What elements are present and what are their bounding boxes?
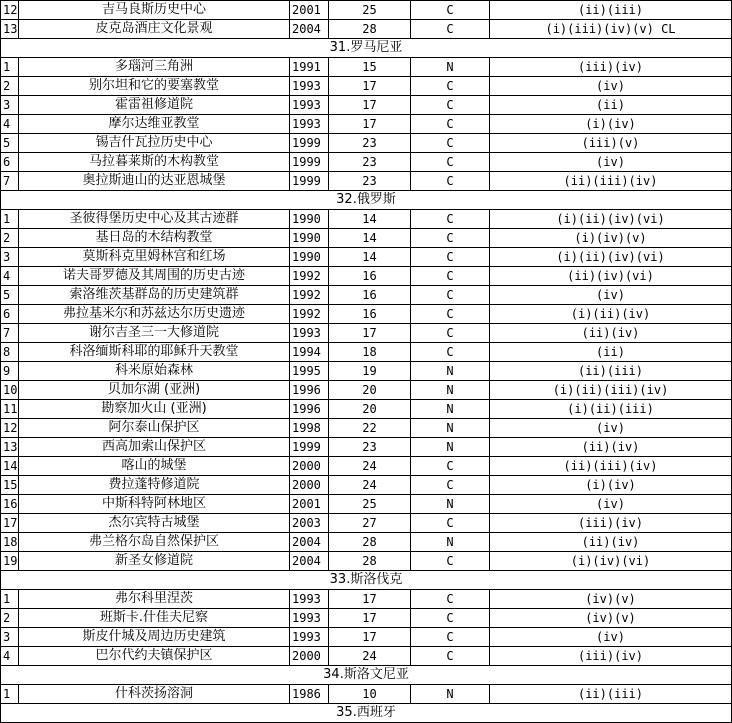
table-row xyxy=(1,115,732,134)
site-name-cell: 什科茨扬溶洞 xyxy=(19,685,290,704)
site-name-cell: 圣彼得堡历史中心及其古迹群 xyxy=(19,210,290,229)
country-heading-row xyxy=(1,666,732,685)
table-row xyxy=(1,514,732,533)
table-row xyxy=(1,229,732,248)
site-name-cell: 马拉暮莱斯的木构教堂 xyxy=(19,153,290,172)
site-type-cell: C xyxy=(411,134,490,153)
row-number-cell: 18 xyxy=(1,533,19,552)
criteria-cell: (i)(ii)(iii)(iv) xyxy=(490,381,732,400)
criteria-cell: (i)(ii)(iv)(vi) xyxy=(490,210,732,229)
table-row xyxy=(1,248,732,267)
site-type-cell: C xyxy=(411,210,490,229)
table-row xyxy=(1,419,732,438)
inscription-year-cell: 1993 xyxy=(290,96,329,115)
inscription-year-cell: 1991 xyxy=(290,58,329,77)
session-number-cell: 15 xyxy=(329,58,411,77)
criteria-cell: (ii) xyxy=(490,343,732,362)
table-row xyxy=(1,153,732,172)
site-type-cell: C xyxy=(411,324,490,343)
row-number-cell: 6 xyxy=(1,153,19,172)
heritage-table-body xyxy=(1,1,732,723)
table-row xyxy=(1,172,732,191)
inscription-year-cell: 1994 xyxy=(290,343,329,362)
table-row xyxy=(1,533,732,552)
criteria-cell: (iv) xyxy=(490,628,732,647)
criteria-cell: (i)(iv) xyxy=(490,476,732,495)
site-type-cell: C xyxy=(411,229,490,248)
session-number-cell: 20 xyxy=(329,400,411,419)
table-row xyxy=(1,267,732,286)
inscription-year-cell: 1993 xyxy=(290,590,329,609)
criteria-cell: (i)(iv) xyxy=(490,115,732,134)
inscription-year-cell: 2001 xyxy=(290,495,329,514)
inscription-year-cell: 1986 xyxy=(290,685,329,704)
site-type-cell: C xyxy=(411,267,490,286)
row-number-cell: 1 xyxy=(1,58,19,77)
row-number-cell: 12 xyxy=(1,419,19,438)
row-number-cell: 16 xyxy=(1,495,19,514)
site-type-cell: C xyxy=(411,305,490,324)
session-number-cell: 28 xyxy=(329,533,411,552)
site-name-cell: 弗拉基米尔和苏兹达尔历史遗迹 xyxy=(19,305,290,324)
site-type-cell: C xyxy=(411,77,490,96)
session-number-cell: 28 xyxy=(329,20,411,39)
table-row xyxy=(1,609,732,628)
site-name-cell: 索洛维茨基群岛的历史建筑群 xyxy=(19,286,290,305)
country-heading: 32.俄罗斯 xyxy=(1,191,732,210)
table-row xyxy=(1,324,732,343)
site-type-cell: C xyxy=(411,647,490,666)
table-row xyxy=(1,362,732,381)
site-name-cell: 阿尔泰山保护区 xyxy=(19,419,290,438)
country-heading-row xyxy=(1,571,732,590)
session-number-cell: 23 xyxy=(329,153,411,172)
country-heading-row xyxy=(1,191,732,210)
table-row xyxy=(1,381,732,400)
row-number-cell: 6 xyxy=(1,305,19,324)
session-number-cell: 14 xyxy=(329,229,411,248)
criteria-cell: (ii)(iv) xyxy=(490,438,732,457)
site-name-cell: 莫斯科克里姆林宫和红场 xyxy=(19,248,290,267)
row-number-cell: 11 xyxy=(1,400,19,419)
row-number-cell: 10 xyxy=(1,381,19,400)
session-number-cell: 16 xyxy=(329,305,411,324)
site-name-cell: 基日岛的木结构教堂 xyxy=(19,229,290,248)
table-row xyxy=(1,495,732,514)
site-type-cell: N xyxy=(411,685,490,704)
criteria-cell: (i)(iv)(vi) xyxy=(490,552,732,571)
row-number-cell: 4 xyxy=(1,115,19,134)
row-number-cell: 7 xyxy=(1,172,19,191)
row-number-cell: 13 xyxy=(1,20,19,39)
site-type-cell: C xyxy=(411,96,490,115)
row-number-cell: 3 xyxy=(1,96,19,115)
site-type-cell: N xyxy=(411,58,490,77)
session-number-cell: 17 xyxy=(329,96,411,115)
country-heading-row xyxy=(1,39,732,58)
table-row xyxy=(1,134,732,153)
inscription-year-cell: 2003 xyxy=(290,514,329,533)
session-number-cell: 14 xyxy=(329,210,411,229)
site-type-cell: C xyxy=(411,343,490,362)
row-number-cell: 3 xyxy=(1,628,19,647)
table-row xyxy=(1,400,732,419)
criteria-cell: (ii)(iv) xyxy=(490,533,732,552)
table-row xyxy=(1,590,732,609)
site-type-cell: C xyxy=(411,609,490,628)
session-number-cell: 22 xyxy=(329,419,411,438)
session-number-cell: 17 xyxy=(329,590,411,609)
criteria-cell: (ii)(iii)(iv) xyxy=(490,457,732,476)
site-name-cell: 多瑙河三角洲 xyxy=(19,58,290,77)
criteria-cell: (iv)(v) xyxy=(490,609,732,628)
table-row xyxy=(1,77,732,96)
table-row xyxy=(1,438,732,457)
criteria-cell: (i)(ii)(iii) xyxy=(490,400,732,419)
session-number-cell: 19 xyxy=(329,362,411,381)
site-type-cell: C xyxy=(411,628,490,647)
country-heading: 34.斯洛文尼亚 xyxy=(1,666,732,685)
site-name-cell: 谢尔吉圣三一大修道院 xyxy=(19,324,290,343)
criteria-cell: (iv) xyxy=(490,419,732,438)
inscription-year-cell: 1990 xyxy=(290,210,329,229)
inscription-year-cell: 2000 xyxy=(290,457,329,476)
criteria-cell: (ii)(iii) xyxy=(490,685,732,704)
site-name-cell: 弗兰格尔岛自然保护区 xyxy=(19,533,290,552)
table-row xyxy=(1,1,732,20)
site-name-cell: 费拉蓬特修道院 xyxy=(19,476,290,495)
site-name-cell: 科洛缅斯科耶的耶稣升天教堂 xyxy=(19,343,290,362)
site-name-cell: 勘察加火山 (亚洲) xyxy=(19,400,290,419)
session-number-cell: 18 xyxy=(329,343,411,362)
session-number-cell: 16 xyxy=(329,286,411,305)
site-name-cell: 巴尔代约夫镇保护区 xyxy=(19,647,290,666)
row-number-cell: 2 xyxy=(1,229,19,248)
criteria-cell: (iv) xyxy=(490,77,732,96)
row-number-cell: 7 xyxy=(1,324,19,343)
table-row xyxy=(1,476,732,495)
inscription-year-cell: 1993 xyxy=(290,115,329,134)
criteria-cell: (ii)(iii)(iv) xyxy=(490,172,732,191)
inscription-year-cell: 1996 xyxy=(290,400,329,419)
row-number-cell: 1 xyxy=(1,685,19,704)
session-number-cell: 14 xyxy=(329,248,411,267)
criteria-cell: (ii)(iv) xyxy=(490,324,732,343)
country-heading-row xyxy=(1,704,732,723)
inscription-year-cell: 2004 xyxy=(290,533,329,552)
site-type-cell: C xyxy=(411,153,490,172)
inscription-year-cell: 1995 xyxy=(290,362,329,381)
site-name-cell: 别尔坦和它的要塞教堂 xyxy=(19,77,290,96)
inscription-year-cell: 2004 xyxy=(290,20,329,39)
row-number-cell: 1 xyxy=(1,590,19,609)
session-number-cell: 23 xyxy=(329,172,411,191)
site-name-cell: 杰尔宾特古城堡 xyxy=(19,514,290,533)
site-type-cell: N xyxy=(411,381,490,400)
inscription-year-cell: 1996 xyxy=(290,381,329,400)
criteria-cell: (iv) xyxy=(490,495,732,514)
site-type-cell: N xyxy=(411,495,490,514)
session-number-cell: 25 xyxy=(329,495,411,514)
site-name-cell: 班斯卡.什佳夫尼察 xyxy=(19,609,290,628)
site-type-cell: C xyxy=(411,20,490,39)
row-number-cell: 2 xyxy=(1,77,19,96)
inscription-year-cell: 1998 xyxy=(290,419,329,438)
site-name-cell: 新圣女修道院 xyxy=(19,552,290,571)
row-number-cell: 14 xyxy=(1,457,19,476)
criteria-cell: (ii)(iv)(vi) xyxy=(490,267,732,286)
session-number-cell: 27 xyxy=(329,514,411,533)
session-number-cell: 24 xyxy=(329,457,411,476)
row-number-cell: 5 xyxy=(1,286,19,305)
session-number-cell: 17 xyxy=(329,609,411,628)
country-heading: 33.斯洛伐克 xyxy=(1,571,732,590)
row-number-cell: 19 xyxy=(1,552,19,571)
site-type-cell: N xyxy=(411,400,490,419)
site-name-cell: 霍雷祖修道院 xyxy=(19,96,290,115)
site-type-cell: C xyxy=(411,457,490,476)
row-number-cell: 12 xyxy=(1,1,19,20)
table-row xyxy=(1,20,732,39)
table-row xyxy=(1,343,732,362)
session-number-cell: 23 xyxy=(329,438,411,457)
table-row xyxy=(1,286,732,305)
table-row xyxy=(1,305,732,324)
site-type-cell: C xyxy=(411,1,490,20)
table-row xyxy=(1,457,732,476)
inscription-year-cell: 1999 xyxy=(290,134,329,153)
inscription-year-cell: 1993 xyxy=(290,628,329,647)
site-name-cell: 皮克岛酒庄文化景观 xyxy=(19,20,290,39)
site-type-cell: C xyxy=(411,286,490,305)
criteria-cell: (i)(iii)(iv)(v) CL xyxy=(490,20,732,39)
criteria-cell: (iii)(iv) xyxy=(490,514,732,533)
inscription-year-cell: 1990 xyxy=(290,248,329,267)
site-name-cell: 喀山的城堡 xyxy=(19,457,290,476)
row-number-cell: 13 xyxy=(1,438,19,457)
site-name-cell: 诺夫哥罗德及其周围的历史古迹 xyxy=(19,267,290,286)
row-number-cell: 3 xyxy=(1,248,19,267)
site-type-cell: C xyxy=(411,590,490,609)
inscription-year-cell: 1992 xyxy=(290,267,329,286)
row-number-cell: 4 xyxy=(1,267,19,286)
inscription-year-cell: 1992 xyxy=(290,286,329,305)
inscription-year-cell: 2000 xyxy=(290,647,329,666)
session-number-cell: 28 xyxy=(329,552,411,571)
session-number-cell: 17 xyxy=(329,77,411,96)
row-number-cell: 2 xyxy=(1,609,19,628)
row-number-cell: 17 xyxy=(1,514,19,533)
criteria-cell: (ii)(iii) xyxy=(490,362,732,381)
row-number-cell: 9 xyxy=(1,362,19,381)
site-type-cell: C xyxy=(411,552,490,571)
inscription-year-cell: 1999 xyxy=(290,172,329,191)
session-number-cell: 17 xyxy=(329,324,411,343)
table-row xyxy=(1,647,732,666)
criteria-cell: (i)(ii)(iv)(vi) xyxy=(490,248,732,267)
site-type-cell: N xyxy=(411,362,490,381)
criteria-cell: (i)(iv)(v) xyxy=(490,229,732,248)
site-type-cell: N xyxy=(411,438,490,457)
table-row xyxy=(1,96,732,115)
session-number-cell: 17 xyxy=(329,628,411,647)
row-number-cell: 5 xyxy=(1,134,19,153)
site-type-cell: N xyxy=(411,419,490,438)
row-number-cell: 8 xyxy=(1,343,19,362)
table-row xyxy=(1,685,732,704)
country-heading: 35.西班牙 xyxy=(1,704,732,723)
inscription-year-cell: 2004 xyxy=(290,552,329,571)
site-name-cell: 中斯科特阿林地区 xyxy=(19,495,290,514)
criteria-cell: (iii)(iv) xyxy=(490,647,732,666)
site-name-cell: 摩尔达维亚教堂 xyxy=(19,115,290,134)
table-row xyxy=(1,210,732,229)
criteria-cell: (iv) xyxy=(490,153,732,172)
site-type-cell: C xyxy=(411,514,490,533)
site-type-cell: C xyxy=(411,115,490,134)
inscription-year-cell: 1993 xyxy=(290,609,329,628)
site-name-cell: 斯皮什城及周边历史建筑 xyxy=(19,628,290,647)
row-number-cell: 15 xyxy=(1,476,19,495)
criteria-cell: (iv) xyxy=(490,286,732,305)
table-row xyxy=(1,552,732,571)
site-type-cell: N xyxy=(411,533,490,552)
criteria-cell: (ii)(iii) xyxy=(490,1,732,20)
inscription-year-cell: 2001 xyxy=(290,1,329,20)
site-name-cell: 吉马良斯历史中心 xyxy=(19,1,290,20)
site-type-cell: C xyxy=(411,172,490,191)
criteria-cell: (iv)(v) xyxy=(490,590,732,609)
table-row xyxy=(1,58,732,77)
row-number-cell: 1 xyxy=(1,210,19,229)
inscription-year-cell: 2000 xyxy=(290,476,329,495)
inscription-year-cell: 1992 xyxy=(290,305,329,324)
site-name-cell: 锡吉什瓦拉历史中心 xyxy=(19,134,290,153)
inscription-year-cell: 1993 xyxy=(290,324,329,343)
session-number-cell: 16 xyxy=(329,267,411,286)
inscription-year-cell: 1999 xyxy=(290,153,329,172)
session-number-cell: 10 xyxy=(329,685,411,704)
row-number-cell: 4 xyxy=(1,647,19,666)
site-type-cell: C xyxy=(411,476,490,495)
session-number-cell: 20 xyxy=(329,381,411,400)
session-number-cell: 23 xyxy=(329,134,411,153)
session-number-cell: 25 xyxy=(329,1,411,20)
site-name-cell: 贝加尔湖 (亚洲) xyxy=(19,381,290,400)
session-number-cell: 24 xyxy=(329,476,411,495)
inscription-year-cell: 1993 xyxy=(290,77,329,96)
country-heading: 31.罗马尼亚 xyxy=(1,39,732,58)
session-number-cell: 17 xyxy=(329,115,411,134)
site-name-cell: 弗尔科里涅茨 xyxy=(19,590,290,609)
criteria-cell: (i)(ii)(iv) xyxy=(490,305,732,324)
criteria-cell: (ii) xyxy=(490,96,732,115)
session-number-cell: 24 xyxy=(329,647,411,666)
table-row xyxy=(1,628,732,647)
site-name-cell: 奥拉斯迪山的达亚恩城堡 xyxy=(19,172,290,191)
inscription-year-cell: 1990 xyxy=(290,229,329,248)
site-name-cell: 科米原始森林 xyxy=(19,362,290,381)
criteria-cell: (iii)(v) xyxy=(490,134,732,153)
site-name-cell: 西高加索山保护区 xyxy=(19,438,290,457)
inscription-year-cell: 1999 xyxy=(290,438,329,457)
criteria-cell: (iii)(iv) xyxy=(490,58,732,77)
site-type-cell: C xyxy=(411,248,490,267)
